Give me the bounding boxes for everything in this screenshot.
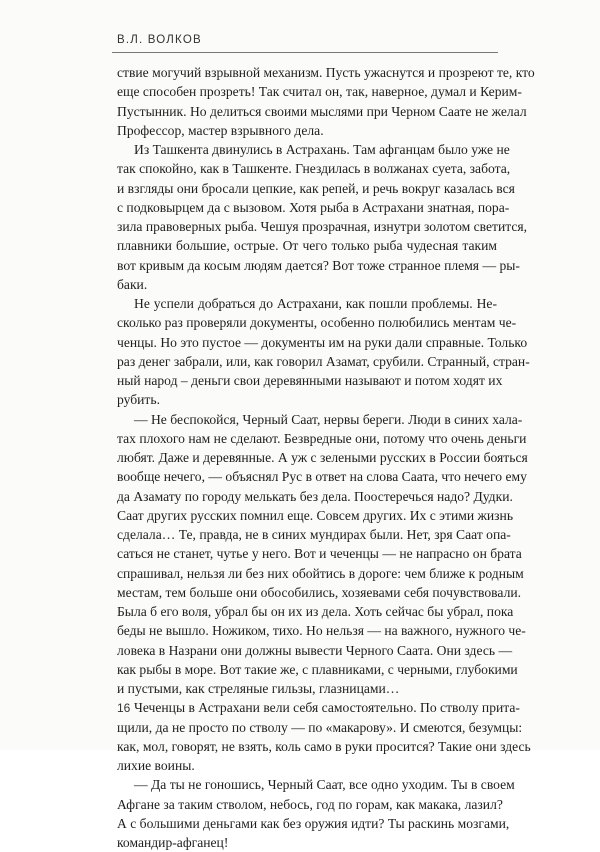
body-text (117, 63, 535, 852)
text-line: ный народ – деньги свои деревянными называют и потом ходят их (117, 373, 503, 388)
text-line: так спокойно, как в Ташкенте. Гнездилась в волжанах суета, забота, (117, 161, 511, 177)
text-line: ловека в Назрани они должны вывести Черного Саата. Они здесь — (117, 642, 513, 658)
text-line: да Азамату по городу мелькать без дела. Поостеречься надо? Дудки. (117, 488, 513, 504)
text-line: Не успели добраться до Астрахани, как пошли проблемы. Не- (134, 296, 497, 311)
text-line: — Да ты не гоношись, Черный Саат, все одно уходим. Ты в своем (134, 777, 515, 793)
text-line: как рыбы в море. Вот такие же, с плавниками, с черными, глубокими (117, 661, 518, 677)
text-line: раз денег забрали, или, как говорил Азамат, срубили. Странный, стран- (117, 353, 530, 369)
text-line: ствие могучий взрывной механизм. Пусть ужаснутся и прозреют те, кто (117, 65, 535, 80)
text-line: ченцы. Но это пустое — документы им на руки дали справные. Только (117, 334, 528, 350)
text-line: тах плохого нам не сделают. Безвредные они, потому что очень деньги (117, 430, 527, 446)
text-line: и пустыми, как стреляные гильзы, глазницами… (117, 681, 400, 696)
text-line: сделала… Те, правда, не в синих мундирах были. Нет, зря Саат опа- (117, 527, 511, 542)
text-line: плавники большие, острые. От чего только рыба чудесная таким (117, 238, 497, 254)
text-line: — Не беспокойся, Черный Саат, нервы береги. Люди в синих хала- (134, 411, 523, 427)
page-number: 16 (117, 701, 131, 715)
running-header: В.Л. ВОЛКОВ (117, 34, 202, 46)
text-line: любят. Даже и деревянные. А уж с зелеными русских в России бояться (117, 450, 528, 465)
text-line: зила правоверных рыба. Чешуя прозрачная, изнутри золотом светится, (117, 219, 528, 234)
text-line: беды не вышло. Ножиком, тихо. Но нельзя — на важного, нужного че- (117, 623, 526, 639)
text-line: рубить. (117, 392, 160, 408)
text-line: вообще нечего, — объяснял Рус в ответ на слова Саата, что нечего ему (117, 469, 527, 485)
text-line: еще способен прозреть! Так считал он, так, наверное, думал и Керим- (117, 84, 522, 100)
text-line: Пустынник. Но делиться своими мыслями при Черном Саате не желал (117, 103, 527, 119)
text-line: сколько раз проверяли документы, особенно полюбились ментам че- (117, 315, 517, 331)
text-line: Была б его воля, убрал бы он их из дела. Хоть сейчас бы убрал, пока (117, 604, 514, 619)
text-line: Афгане за таким стволом, небось, год по горам, как макака, лазил? (117, 796, 503, 812)
text-line: А с большими деньгами как без оружия идти? Ты раскинь мозгами, (117, 815, 510, 831)
text-line: спрашивал, нельзя ли без них обойтись в дороге: чем ближе к родным (117, 565, 524, 581)
text-line: Из Ташкента двинулись в Астрахань. Там афганцам было уже не (134, 142, 510, 157)
text-line: вот кривым да косым людям дается? Вот тоже странное племя — ры- (117, 257, 520, 273)
text-line: саться не станет, чутье у него. Вот и чеченцы — не напрасно он брата (117, 546, 522, 562)
text-line: Саат других русских помнил еще. Совсем других. Их с этими жизнь (117, 507, 514, 523)
text-line: лихие воины. (117, 758, 195, 773)
text-line: местам, тем больше они обособились, хозяевами себя почувствовали. (117, 584, 522, 600)
text-line: Чеченцы в Астрахани вели себя самостоятельно. По стволу прита- (134, 700, 520, 716)
text-line: баки. (117, 276, 148, 292)
text-line: и взгляды они бросали цепкие, как репей, и речь вокруг казалась вся (117, 180, 515, 196)
text-line: командир-афганец! (117, 835, 229, 850)
text-line: щили, да не просто по стволу — по «макарову». И смеются, безумцы: (117, 719, 523, 735)
header-rule (112, 52, 498, 53)
text-line: Профессор, мастер взрывного дела. (117, 122, 324, 138)
text-line: как, мол, говорят, не взять, коль само в руки просится? Такие они здесь (117, 738, 531, 754)
text-line: с подковырцем да с вызовом. Хотя рыба в Астрахани знатная, пора- (117, 199, 510, 215)
